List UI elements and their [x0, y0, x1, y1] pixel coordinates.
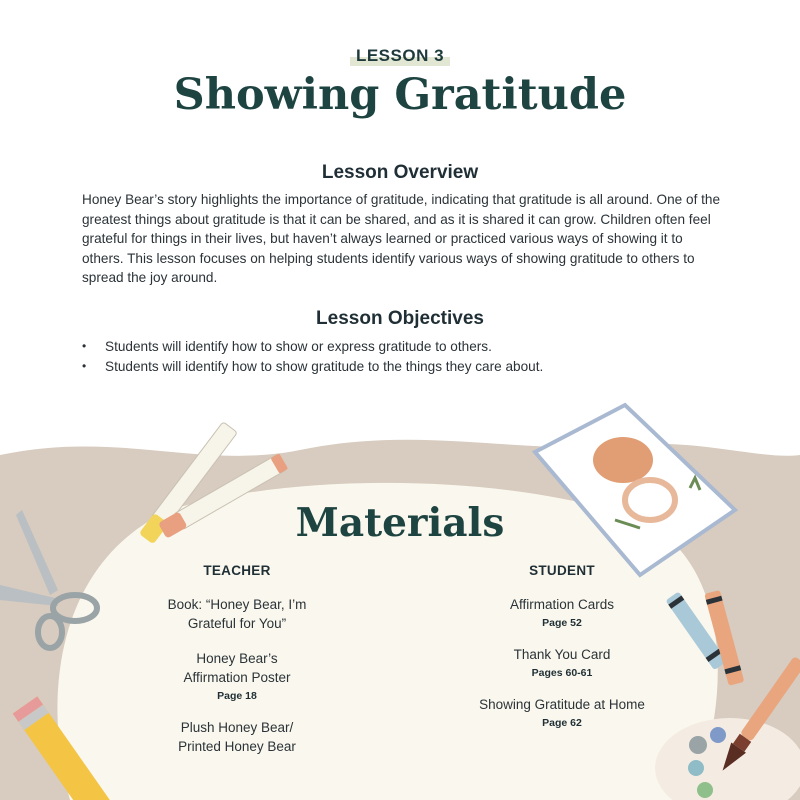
materials-heading: Materials	[295, 500, 505, 546]
material-item	[107, 595, 367, 633]
material-page-ref: Pages 60-61	[531, 667, 593, 679]
material-name: Honey Bear’s Affirmation Poster	[183, 651, 291, 685]
material-name: Showing Gratitude at Home	[479, 697, 645, 712]
material-name: Thank You Card	[513, 647, 611, 662]
objectives-list	[82, 337, 742, 376]
objective-item: • Students will identify how to show gratitude to the things they care about.	[82, 357, 742, 377]
teacher-materials-column	[107, 563, 367, 772]
material-page-ref: Page 62	[542, 717, 582, 729]
material-page-ref: Page 52	[542, 617, 582, 629]
material-name: Affirmation Cards	[509, 597, 615, 612]
material-item	[432, 595, 692, 629]
material-item	[432, 695, 692, 729]
material-item	[107, 649, 367, 702]
lesson-number-text: LESSON 3	[350, 46, 450, 66]
material-item	[107, 718, 367, 756]
student-heading: STUDENT	[529, 563, 595, 578]
overview-heading: Lesson Overview	[321, 162, 479, 183]
objectives-heading: Lesson Objectives	[316, 308, 484, 329]
lesson-number-label	[0, 46, 800, 66]
teacher-heading: TEACHER	[203, 563, 271, 578]
material-name: Plush Honey Bear/ Printed Honey Bear	[178, 720, 296, 754]
material-name: Book: “Honey Bear, I’m Grateful for You”	[167, 597, 307, 631]
overview-paragraph: Honey Bear’s story highlights the importance of gratitude, indicating that gratitude is all around. One of the greatest things about gratitude is that it can be shared, and as it is shared it can grow. Children often feel grateful for things in their lives, but haven’t always learned or practiced various ways of showing it to others. This lesson focuses on helping students identify various ways of showing gratitude to others to spread the joy around.	[82, 192, 721, 285]
student-materials-column	[432, 563, 692, 745]
material-item	[432, 645, 692, 679]
material-page-ref: Page 18	[217, 690, 257, 702]
objective-item: • Students will identify how to show or express gratitude to others.	[82, 337, 742, 357]
page-title: Showing Gratitude	[173, 70, 627, 120]
